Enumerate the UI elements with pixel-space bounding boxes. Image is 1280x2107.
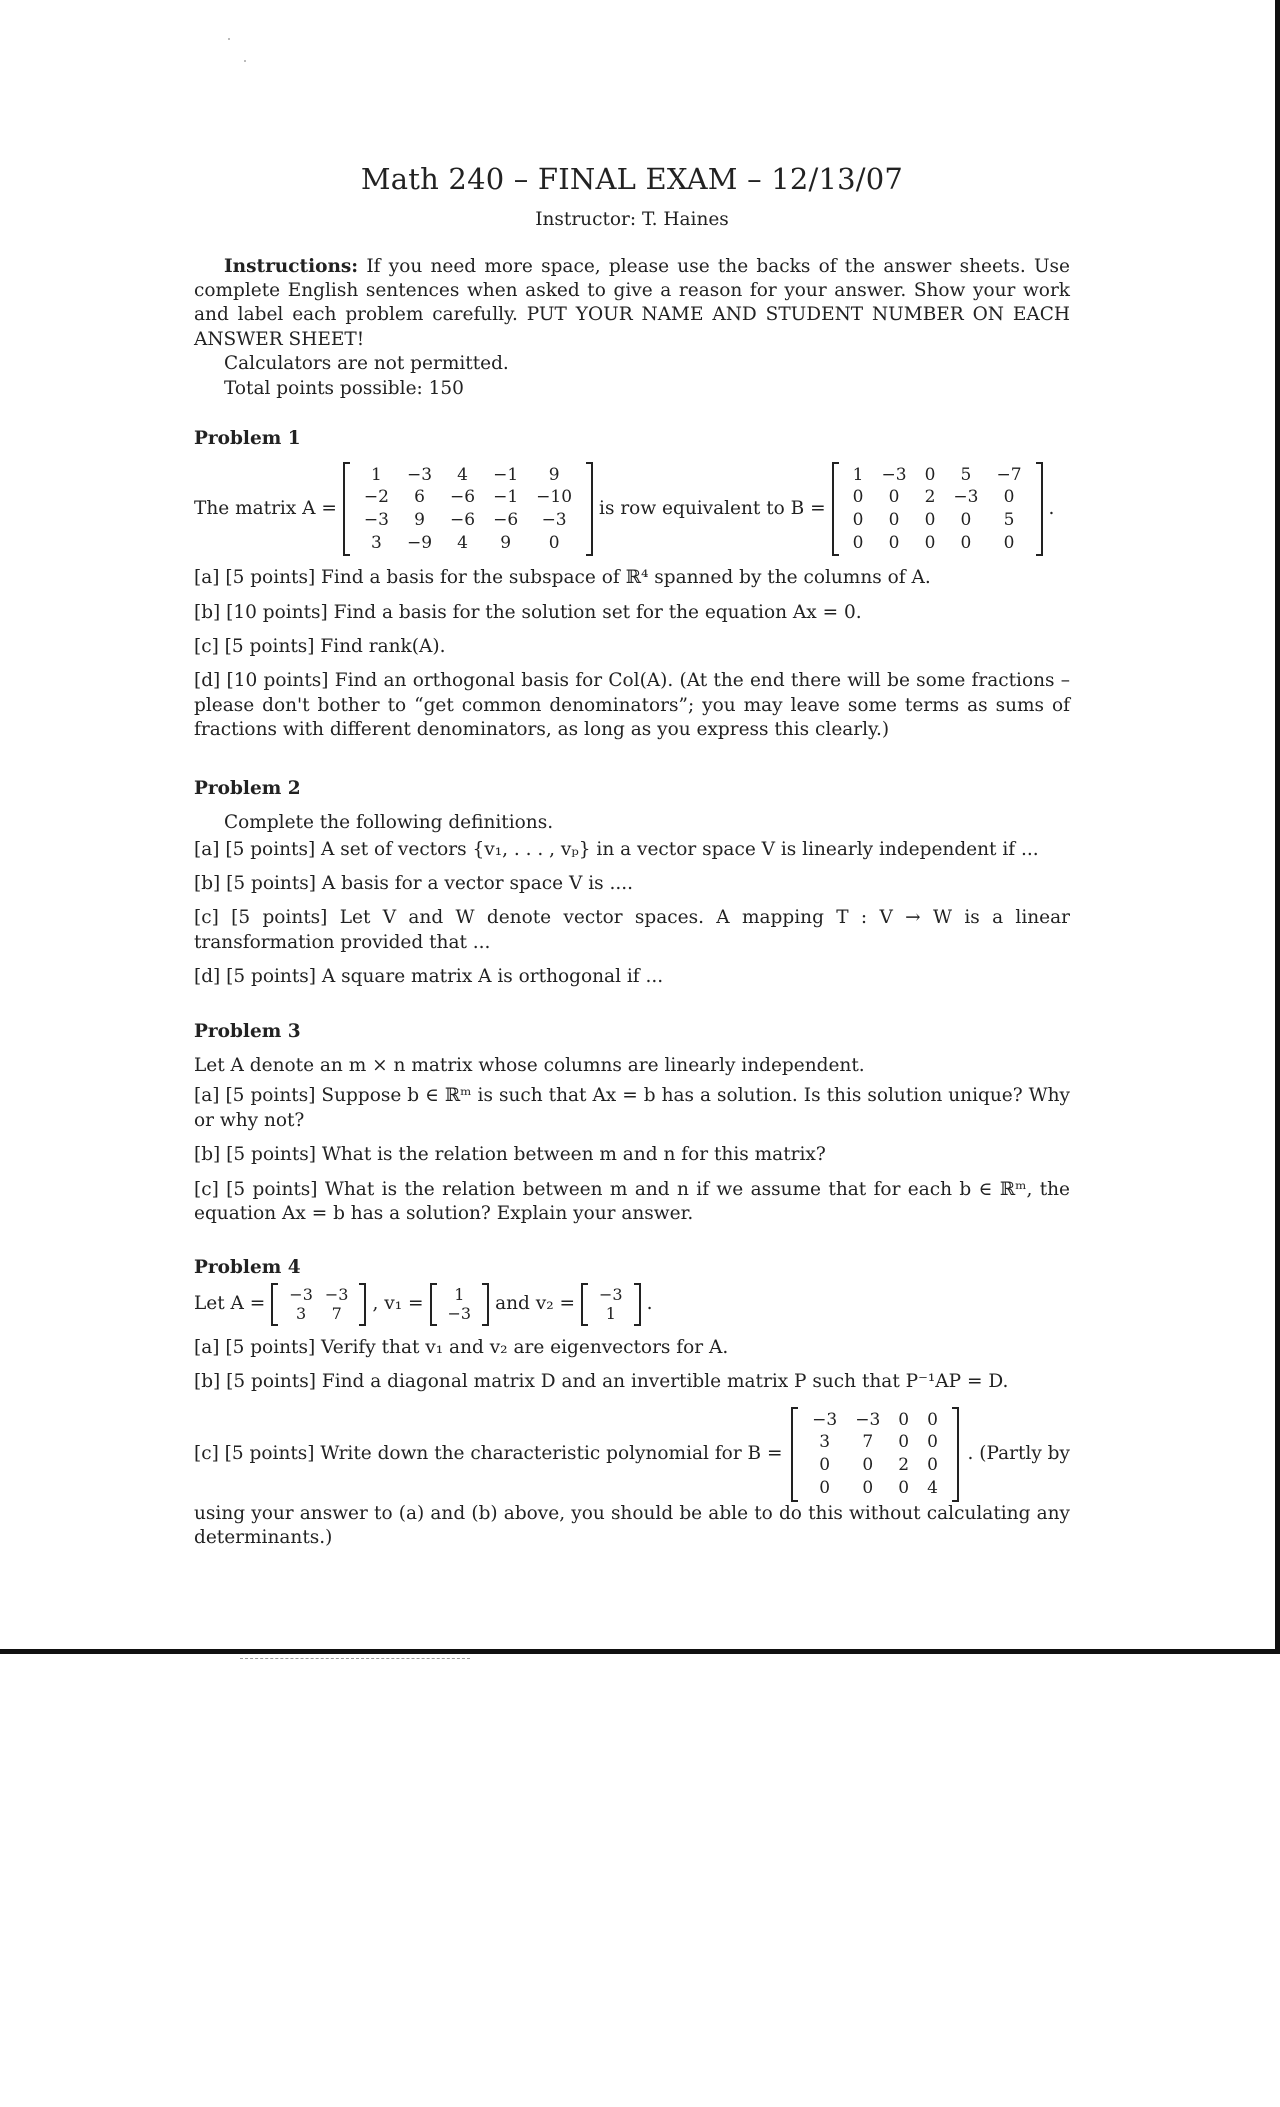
matrix-cell: 1: [454, 1284, 465, 1304]
problem-3c: [c] [5 points] What is the relation between m and n if we assume that for each b ∈ ℝᵐ, the equation Ax = b has a solution? Explain your answer.: [194, 1178, 1070, 1224]
matrix-cell: −6: [493, 509, 519, 530]
matrix-cell: −6: [450, 487, 476, 508]
problem-2-intro: Complete the following definitions.: [224, 812, 554, 834]
matrix-cell: 0: [898, 1477, 910, 1498]
problem-1-matrices: [194, 462, 1070, 557]
problem-1c: [c] [5 points] Find rank(A).: [194, 636, 446, 658]
problem-1b: [b] [10 points] Find a basis for the solution set for the equation Ax = 0.: [194, 601, 862, 623]
problem-2a: [a] [5 points] A set of vectors {v₁, . . . , vₚ} in a vector space V is linearly independent if ...: [194, 838, 1039, 860]
matrix-a-2x2: [271, 1283, 366, 1326]
problem-3-intro: Let A denote an m × n matrix whose columns are linearly independent.: [194, 1054, 865, 1076]
matrix-cell: 2: [924, 487, 936, 508]
matrix-cell: 4: [927, 1477, 938, 1498]
problem-4c-text: [c] [5 points] Write down the characteristic polynomial for B =: [194, 1442, 783, 1464]
matrix-cell: 5: [960, 464, 972, 485]
matrix-cell: 1: [605, 1304, 616, 1324]
exam-title: Math 240 – FINAL EXAM – 12/13/07: [360, 162, 904, 196]
matrix-a: [343, 462, 593, 557]
scan-speck: [228, 38, 230, 40]
matrix-cell: −3: [447, 1304, 472, 1324]
matrix-cell: 0: [924, 464, 936, 485]
matrix-cell: 9: [414, 509, 425, 530]
scan-edge: [1275, 0, 1280, 1653]
matrix-cell: −1: [493, 464, 519, 485]
instructions-paragraph: [194, 255, 1070, 353]
problem-4-heading: Problem 4: [194, 1257, 301, 1279]
matrix-cell: 0: [548, 532, 560, 553]
problem-4c-partly: . (Partly by: [967, 1442, 1070, 1464]
exam-content: [194, 160, 1070, 1550]
problem-4a: [a] [5 points] Verify that v₁ and v₂ are eigenvectors for A.: [194, 1336, 729, 1358]
problem-3a: [a] [5 points] Suppose b ∈ ℝᵐ is such that Ax = b has a solution. Is this solution unique? Why or why not?: [194, 1085, 1070, 1131]
scan-bottom-rule: [0, 1649, 1280, 1654]
problem-1-heading: Problem 1: [194, 428, 301, 450]
matrix-cell: 0: [819, 1477, 831, 1498]
matrix-cell: 1: [852, 464, 864, 485]
matrix-cell: −3: [324, 1284, 349, 1304]
matrix-cell: 3: [819, 1432, 831, 1453]
matrix-cell: 0: [888, 487, 900, 508]
matrix-cell: −3: [406, 464, 433, 485]
problem-1d: [d] [10 points] Find an orthogonal basis for Col(A). (At the end there will be some fractions – please don't bother to “get common denominators”; you may leave some terms as sums of fractions with different denominators, as long as you express this clearly.): [194, 670, 1070, 741]
instructions-text: If you need more space, please use the backs of the answer sheets. Use complete English sentences when asked to give a reason for your answer. Show your work and label each problem carefully. PUT YOUR NAME AND STUDENT NUMBER ON EACH ANSWER SHEET!: [194, 255, 1070, 350]
matrix-b-4x4: [791, 1407, 959, 1502]
matrix-cell: 9: [500, 532, 512, 553]
matrix-cell: −6: [450, 509, 476, 530]
matrix-b: [832, 462, 1043, 557]
matrix-cell: 0: [898, 1432, 910, 1453]
matrix-cell: −1: [493, 487, 519, 508]
problem-4c-row: [194, 1407, 1070, 1502]
matrix-cell: 0: [960, 532, 972, 553]
matrix-cell: 4: [457, 464, 468, 485]
matrix-cell: 0: [852, 487, 864, 508]
instructor-line: Instructor: T. Haines: [535, 209, 729, 231]
matrix-cell: −7: [996, 464, 1022, 485]
matrix-cell: 3: [296, 1304, 307, 1324]
matrix-cell: −3: [289, 1284, 313, 1304]
scan-dash: [240, 1658, 470, 1659]
problem-3b: [b] [5 points] What is the relation between m and n for this matrix?: [194, 1144, 826, 1166]
matrix-cell: 0: [927, 1409, 938, 1430]
calculators-note: Calculators are not permitted.: [224, 353, 509, 375]
matrix-cell: 2: [898, 1455, 910, 1476]
matrix-cell: 0: [898, 1409, 910, 1430]
setup-period: .: [646, 1293, 653, 1315]
matrix-cell: 0: [927, 1432, 938, 1453]
problem-4-setup: [194, 1283, 1070, 1326]
matrix-cell: 0: [852, 509, 864, 530]
v1-label: , v₁ =: [372, 1293, 424, 1315]
scan-speck: [244, 60, 246, 62]
matrix-cell: 9: [548, 464, 560, 485]
problem-2-heading: Problem 2: [194, 777, 301, 799]
matrix-cell: 0: [1003, 532, 1015, 553]
matrix-cell: 0: [924, 509, 936, 530]
matrix-cell: 5: [1003, 509, 1015, 530]
matrix-cell: −3: [953, 487, 979, 508]
problem-3-heading: Problem 3: [194, 1020, 301, 1042]
vector-v1: [430, 1283, 490, 1326]
v2-label: and v₂ =: [495, 1293, 576, 1315]
matrix-cell: −3: [812, 1409, 838, 1430]
row-equivalent-text: is row equivalent to B =: [599, 497, 826, 519]
problem-4c-continued: using your answer to (a) and (b) above, you should be able to do this without calculating any determinants.): [194, 1502, 1070, 1548]
matrix-cell: 1: [371, 464, 382, 485]
matrix-cell: 0: [1003, 487, 1015, 508]
matrix-cell: 3: [371, 532, 382, 553]
matrix-cell: −9: [406, 532, 433, 553]
matrix-cell: 0: [819, 1455, 831, 1476]
instructions-label: Instructions:: [224, 255, 359, 277]
matrix-cell: 0: [888, 532, 900, 553]
matrix-cell: 0: [862, 1477, 874, 1498]
matrix-cell: 0: [862, 1455, 874, 1476]
matrix-cell: 7: [862, 1432, 874, 1453]
matrix-period: .: [1048, 497, 1055, 519]
matrix-cell: 0: [852, 532, 864, 553]
matrix-cell: 4: [457, 532, 468, 553]
matrix-cell: −10: [536, 487, 573, 508]
matrix-a-intro: The matrix A =: [194, 497, 337, 519]
matrix-cell: 0: [927, 1455, 938, 1476]
matrix-cell: −3: [881, 464, 907, 485]
matrix-cell: 0: [960, 509, 972, 530]
matrix-cell: 6: [414, 487, 425, 508]
problem-2c: [c] [5 points] Let V and W denote vector spaces. A mapping T : V → W is a linear transformation provided that ...: [194, 907, 1070, 953]
matrix-cell: −3: [599, 1284, 623, 1304]
problem-2d: [d] [5 points] A square matrix A is orthogonal if ...: [194, 966, 664, 988]
matrix-cell: −3: [541, 509, 567, 530]
matrix-cell: −3: [363, 509, 389, 530]
matrix-cell: −2: [363, 487, 389, 508]
problem-4b: [b] [5 points] Find a diagonal matrix D and an invertible matrix P such that P⁻¹AP = D.: [194, 1371, 1009, 1393]
problem-2b: [b] [5 points] A basis for a vector space V is ....: [194, 872, 634, 894]
vector-v2: [581, 1283, 641, 1326]
matrix-cell: 0: [888, 509, 900, 530]
total-points: Total points possible: 150: [224, 377, 464, 399]
let-a-text: Let A =: [194, 1293, 266, 1315]
matrix-cell: 7: [331, 1304, 342, 1324]
problem-1a: [a] [5 points] Find a basis for the subspace of ℝ⁴ spanned by the columns of A.: [194, 567, 931, 589]
matrix-cell: 0: [924, 532, 936, 553]
matrix-cell: −3: [855, 1409, 881, 1430]
